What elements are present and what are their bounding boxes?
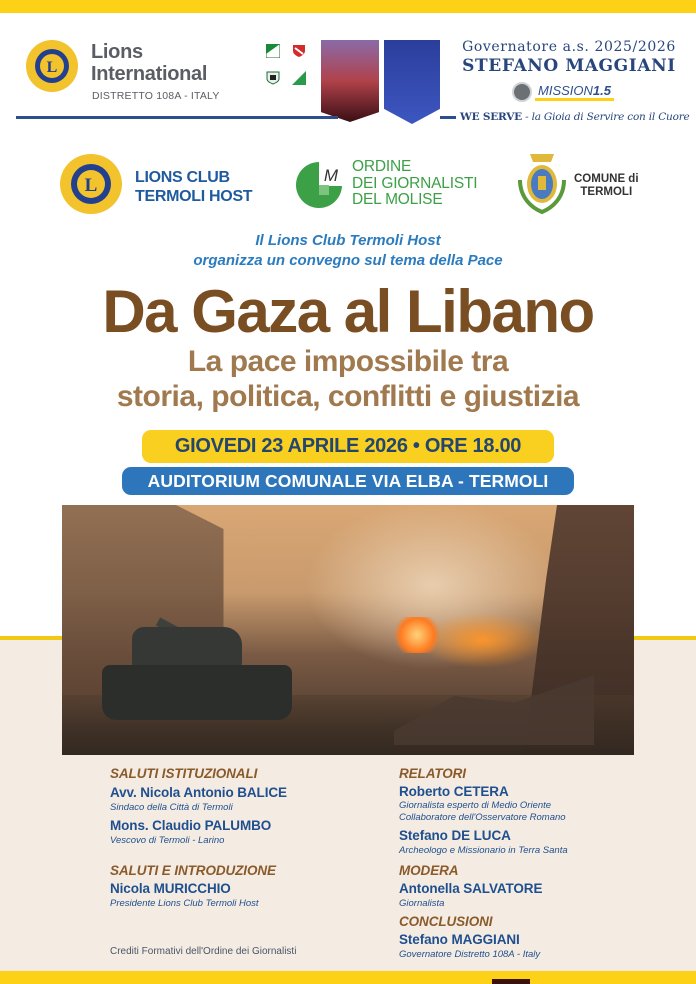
- district-label: DISTRETTO 108A - ITALY: [92, 90, 220, 102]
- tank-hull: [102, 665, 292, 720]
- lions-name-line2: International: [91, 63, 208, 85]
- header-divider: [16, 116, 338, 119]
- event-intro: Il Lions Club Termoli Host organizza un convegno sul tema della Pace: [193, 232, 503, 269]
- header-divider: [440, 116, 456, 119]
- lions-mini-logo-icon: [512, 82, 532, 102]
- speaker-role: Sindaco della Città di Termoli: [110, 802, 233, 813]
- lions-name-line1: Lions: [91, 41, 143, 63]
- speaker-role: Vescovo di Termoli - Larino: [110, 835, 225, 846]
- decorative-stripe: [632, 636, 696, 640]
- event-date-badge: GIOVEDI 23 APRILE 2026 • ORE 18.00: [142, 430, 554, 463]
- svg-text:M: M: [323, 166, 339, 185]
- termoli-coat-of-arms-icon: [514, 150, 570, 216]
- mission-label: MISSION1.5: [535, 83, 614, 101]
- governor-year-label: Governatore a.s. 2025/2026: [462, 39, 676, 55]
- speaker-name: Stefano MAGGIANI: [399, 932, 520, 947]
- speaker-role: Presidente Lions Club Termoli Host: [110, 898, 259, 909]
- moderator-role: Giornalista: [399, 898, 445, 909]
- lions-international-name: [91, 41, 207, 85]
- tank-turret: [132, 627, 242, 667]
- section-conclusioni: CONCLUSIONI: [399, 914, 493, 929]
- event-title: Da Gaza al Libano: [102, 278, 594, 345]
- district-map-banner-image: [384, 40, 440, 124]
- region-shield-icon: [266, 44, 280, 58]
- section-relatori: RELATORI: [399, 766, 466, 781]
- training-credits-note: Crediti Formativi dell'Ordine dei Giornalisti: [110, 946, 297, 957]
- section-modera: MODERA: [399, 863, 459, 878]
- governor-name: STEFANO MAGGIANI: [462, 56, 676, 76]
- event-subtitle: La pace impossibile tra storia, politica, conflitti e giustizia: [116, 345, 580, 413]
- moderator-name: Antonella SALVATORE: [399, 881, 543, 896]
- lions-club-name: LIONS CLUB TERMOLI HOST: [135, 169, 253, 205]
- decorative-stripe: [0, 636, 64, 640]
- svg-text:L: L: [84, 175, 98, 196]
- mission-badge: [512, 82, 614, 102]
- section-saluti-istituzionali: SALUTI ISTITUZIONALI: [110, 766, 258, 781]
- bottom-yellow-bar: [0, 971, 696, 984]
- region-shield-icon: [292, 44, 306, 58]
- speaker-role: Giornalista esperto di Medio Oriente Collaboratore dell'Osservatore Romano: [399, 800, 566, 823]
- top-yellow-bar: [0, 0, 696, 13]
- fire: [392, 617, 442, 653]
- svg-text:L: L: [46, 59, 58, 76]
- speaker-name: Avv. Nicola Antonio BALICE: [110, 785, 287, 800]
- war-scene-photo: [62, 505, 634, 755]
- ordine-giornalisti-name: ORDINE DEI GIORNALISTI DEL MOLISE: [352, 158, 478, 208]
- speaker-name: Mons. Claudio PALUMBO: [110, 818, 272, 833]
- speaker-name: Nicola MURICCHIO: [110, 881, 231, 896]
- region-shields-group: [266, 42, 308, 90]
- speaker-role: Governatore Distretto 108A - Italy: [399, 949, 541, 960]
- region-shield-icon: [292, 71, 306, 85]
- motto: WE SERVE - la Gioia di Servire con il Cuore: [460, 111, 690, 123]
- speaker-name: Roberto CETERA: [399, 784, 509, 799]
- speaker-name: Stefano DE LUCA: [399, 828, 511, 843]
- region-shield-icon: [266, 71, 280, 85]
- lions-international-logo-icon: [24, 38, 80, 94]
- lions-club-logo-icon: [58, 152, 124, 216]
- event-venue-badge: AUDITORIUM COMUNALE VIA ELBA - TERMOLI: [122, 467, 574, 495]
- comune-termoli-name: COMUNE di TERMOLI: [574, 173, 639, 198]
- speaker-role: Archeologo e Missionario in Terra Santa: [399, 845, 568, 856]
- governor-banner-image: [321, 40, 379, 122]
- bottom-decorative-block: [492, 979, 530, 984]
- section-saluti-introduzione: SALUTI E INTRODUZIONE: [110, 863, 276, 878]
- ordine-giornalisti-logo-icon: [295, 161, 343, 209]
